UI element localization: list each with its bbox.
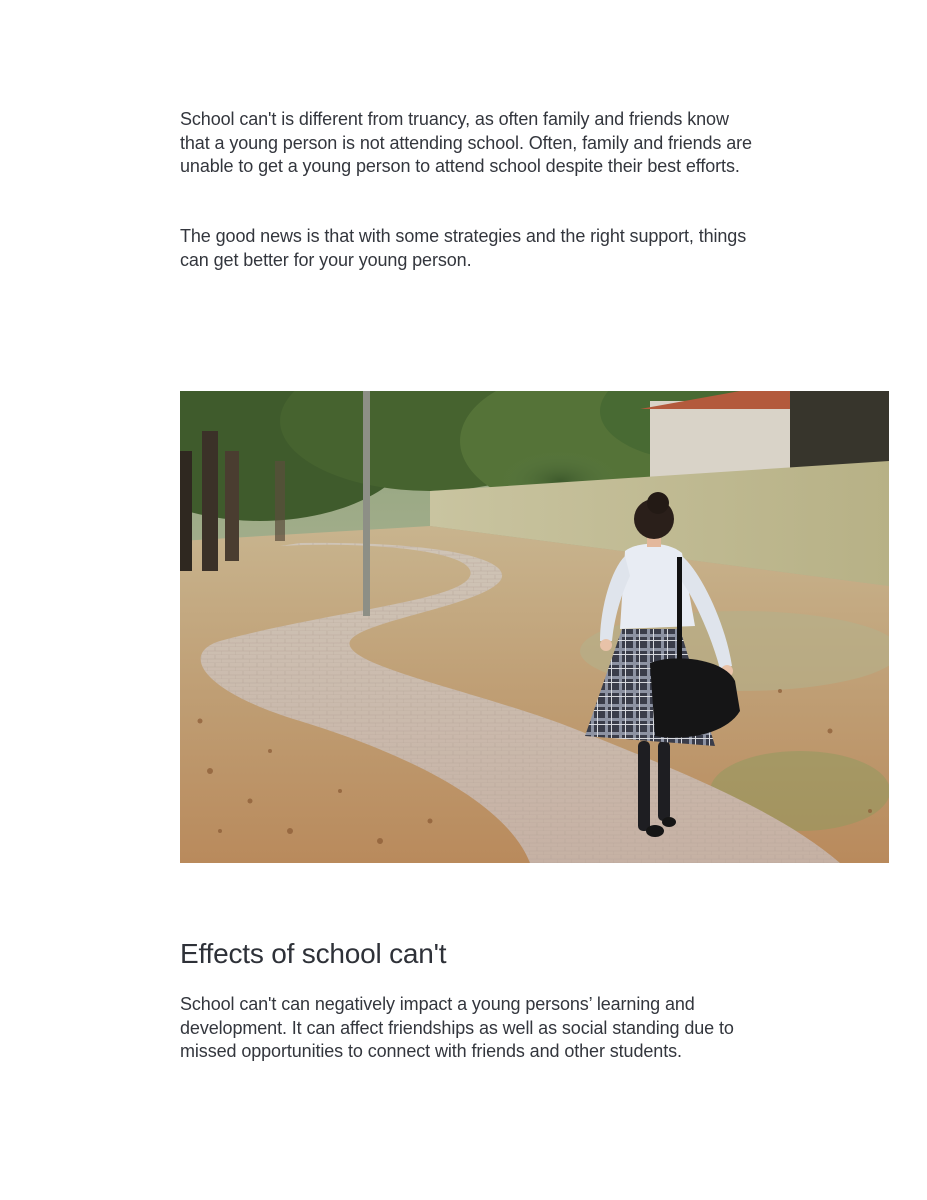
good-news-paragraph: The good news is that with some strategies and the right support, things can get better for your young person. (180, 226, 747, 270)
section-heading: Effects of school can't (180, 938, 447, 969)
intro-paragraph: School can't is different from truancy, as often family and friends know that a young person is not attending school. Often, family and friends are unable to get a young person to attend school despite their best efforts. (180, 109, 752, 176)
student-walking-photo (180, 391, 889, 863)
effects-paragraph: School can't can negatively impact a young persons’ learning and development. It can affect friendships as well as social standing due to missed opportunities to connect with friends and other students. (180, 994, 734, 1061)
